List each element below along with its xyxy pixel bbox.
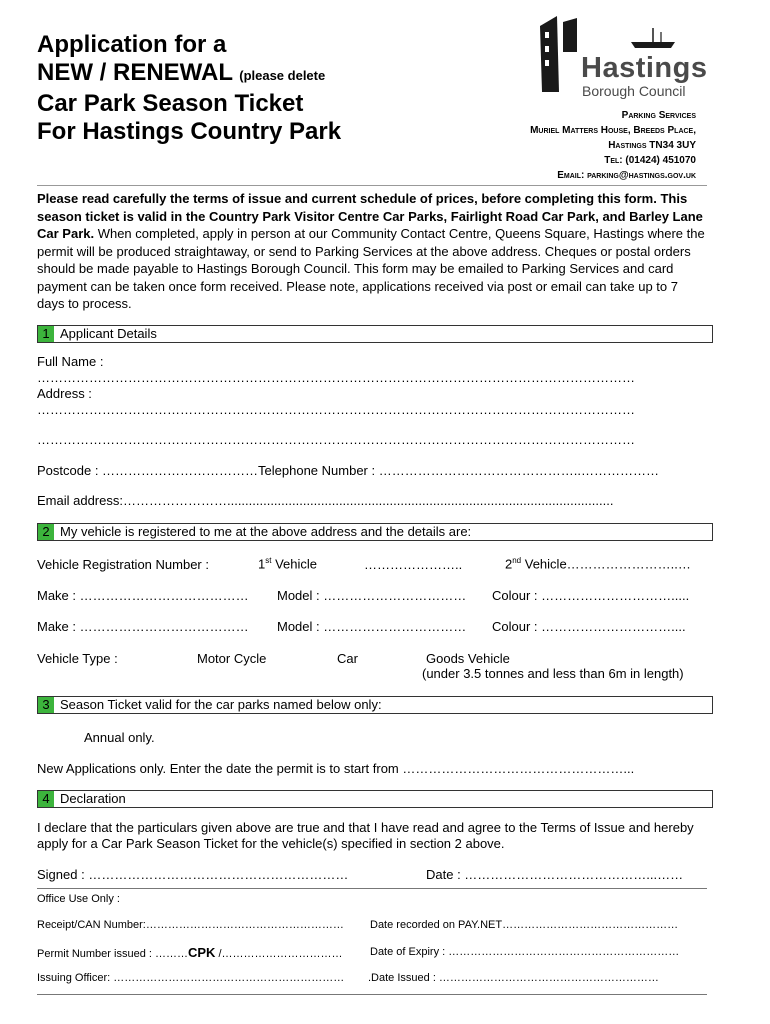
address-line: Muriel Matters House, Breeds Place, bbox=[530, 125, 696, 136]
postcode-phone-field[interactable]: Postcode : ………………………………Telephone Number : ………………………………………..……………… bbox=[37, 463, 659, 478]
address-line: Hastings TN34 3UY bbox=[608, 140, 696, 151]
address-field-2[interactable]: ………………………………………………………………………………………………………………………… bbox=[37, 432, 635, 447]
logo-name: Hastings bbox=[581, 52, 708, 84]
address-field[interactable]: ………………………………………………………………………………………………………………………… bbox=[37, 402, 635, 417]
colour-field-1[interactable]: Colour : …………………………..... bbox=[492, 588, 690, 603]
title-line2: NEW / RENEWAL (please delete bbox=[37, 59, 326, 86]
section-2-header: 2 My vehicle is registered to me at the above address and the details are: bbox=[37, 523, 713, 541]
divider bbox=[37, 888, 707, 889]
vrn-label: Vehicle Registration Number : bbox=[37, 557, 209, 572]
date-issued-field[interactable]: .Date Issued : …………………………………………………… bbox=[368, 972, 659, 984]
title-line1: Application for a bbox=[37, 31, 227, 58]
permit-number-field[interactable]: Permit Number issued : ………CPK /…………………………… bbox=[37, 945, 343, 960]
address-line: Email: parking@hastings.gov.uk bbox=[557, 170, 696, 181]
first-vehicle-field[interactable]: ………………….. bbox=[364, 557, 463, 572]
option-car[interactable]: Car bbox=[337, 651, 358, 666]
make-field-2[interactable]: Make : ………………………………… bbox=[37, 619, 249, 634]
section-3-header: 3 Season Ticket valid for the car parks named below only: bbox=[37, 696, 713, 714]
declaration-text: I declare that the particulars given above are true and that I have read and agree to the Terms of Issue and hereby apply for a Car Park Season Ticket for the vehicle(s) specified in section 2 above. bbox=[37, 820, 694, 851]
issuing-officer-field[interactable]: Issuing Officer: ……………………………………………………… bbox=[37, 972, 345, 984]
first-vehicle-label: 1st Vehicle bbox=[258, 556, 318, 572]
title-line4: For Hastings Country Park bbox=[37, 118, 342, 145]
intro-text: Please read carefully the terms of issue and current schedule of prices, before completing this form. This season ticket is valid in the Country Park Visitor Centre Car Parks, Fairlight Road Car Park, and Barley Lane Car Park. When completed, apply in person at our Community Contact Centre, Queens Square, Hastings where the permit will be produced straightaway, or send to Parking Services at the above address. Cheques or postal orders should be made payable to Hastings Borough Council. This form may be emailed to Parking Services and card payment can be taken once form received. Please note, applications received via post or email can take up to 7 days to process. bbox=[37, 191, 705, 311]
receipt-field[interactable]: Receipt/CAN Number:……………………………………………… bbox=[37, 919, 344, 931]
expiry-field[interactable]: Date of Expiry : ……………………………………………………… bbox=[370, 946, 680, 958]
make-field-1[interactable]: Make : ………………………………… bbox=[37, 588, 249, 603]
option-motor-cycle[interactable]: Motor Cycle bbox=[197, 651, 267, 666]
logo-subtitle: Borough Council bbox=[582, 83, 686, 99]
model-field-1[interactable]: Model : …………………………… bbox=[277, 588, 467, 603]
full-name-field[interactable]: ………………………………………………………………………………………………………………………… bbox=[37, 370, 635, 385]
date-recorded-field[interactable]: Date recorded on PAY.NET………………………………………… bbox=[370, 919, 679, 931]
address-line: Tel: (01424) 451070 bbox=[604, 155, 696, 166]
full-name-label: Full Name : bbox=[37, 354, 104, 369]
option-goods-vehicle[interactable]: Goods Vehicle bbox=[426, 651, 510, 666]
divider bbox=[37, 994, 707, 995]
email-field[interactable]: Email address:……………………........................................................................................................... bbox=[37, 493, 614, 508]
section-1-header: 1 Applicant Details bbox=[37, 325, 713, 343]
signed-field[interactable]: Signed : …………………………………………………… bbox=[37, 867, 349, 882]
section-4-header: 4 Declaration bbox=[37, 790, 713, 808]
title-line3: Car Park Season Ticket bbox=[37, 90, 304, 117]
form-title bbox=[37, 31, 341, 146]
goods-vehicle-note: (under 3.5 tonnes and less than 6m in length) bbox=[422, 666, 684, 681]
vehicle-type-label: Vehicle Type : bbox=[37, 651, 118, 666]
colour-field-2[interactable]: Colour : ………………………….... bbox=[492, 619, 686, 634]
annual-option[interactable]: Annual only. bbox=[84, 730, 155, 745]
office-use-title: Office Use Only : bbox=[37, 893, 120, 905]
address-line: Parking Services bbox=[621, 110, 696, 121]
council-address bbox=[530, 108, 696, 183]
model-field-2[interactable]: Model : …………………………… bbox=[277, 619, 467, 634]
second-vehicle-field[interactable]: 2nd Vehicle……………………..… bbox=[505, 556, 691, 572]
date-field[interactable]: Date : ……………………………………...…… bbox=[426, 867, 684, 882]
title-note: (please delete bbox=[239, 68, 326, 83]
address-label: Address : bbox=[37, 386, 92, 401]
divider bbox=[37, 185, 707, 186]
start-date-field[interactable]: New Applications only. Enter the date the permit is to start from ……………………………………………... bbox=[37, 761, 635, 776]
